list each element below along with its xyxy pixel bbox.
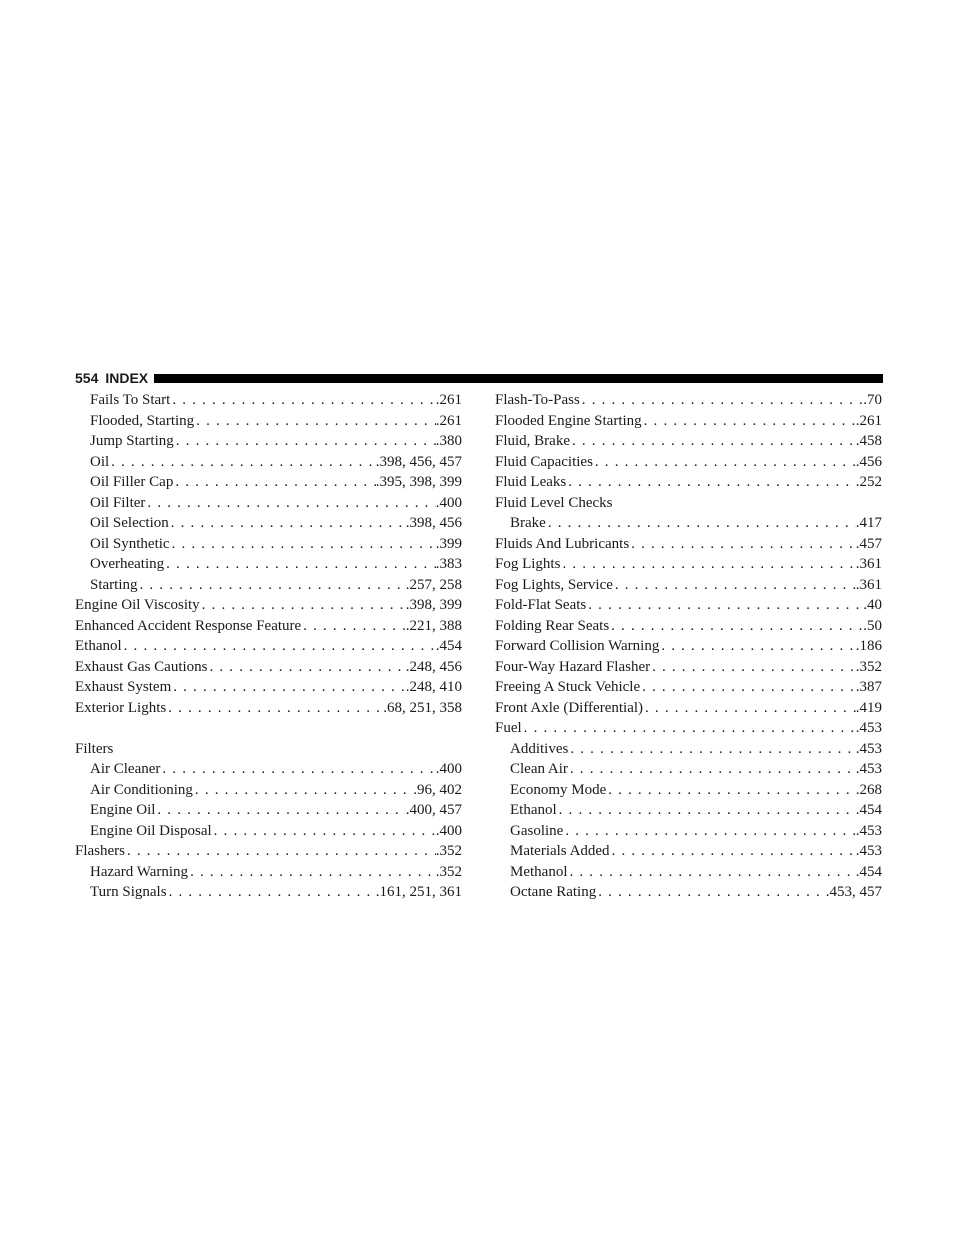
dot-leader bbox=[170, 390, 435, 411]
index-term: Fog Lights bbox=[495, 556, 561, 572]
dot-leader bbox=[125, 841, 436, 862]
index-term: Oil Synthetic bbox=[90, 535, 170, 552]
index-pages: .352 bbox=[435, 863, 462, 880]
dot-leader bbox=[560, 554, 855, 575]
index-entry bbox=[75, 800, 462, 821]
index-term: Enhanced Accident Response Feature bbox=[75, 617, 302, 634]
dot-leader bbox=[613, 575, 856, 596]
index-pages: .419 bbox=[855, 699, 882, 716]
index-pages: .248, 456 bbox=[405, 658, 462, 675]
dot-leader bbox=[642, 411, 856, 432]
index-term: Fluids And Lubricants bbox=[495, 535, 630, 552]
dot-leader bbox=[169, 513, 406, 534]
index-term: Fluid Capacities bbox=[495, 453, 593, 470]
index-pages: .248, 410 bbox=[405, 679, 462, 695]
index-entry bbox=[495, 821, 882, 842]
dot-leader bbox=[643, 698, 856, 719]
index-term: Front Axle (Differential) bbox=[495, 699, 644, 716]
index-term: Starting bbox=[90, 576, 138, 593]
index-entry bbox=[495, 390, 882, 411]
dot-leader bbox=[166, 698, 383, 719]
index-term: Flashers bbox=[75, 843, 125, 859]
index-term: Economy Mode bbox=[510, 781, 607, 798]
index-entry bbox=[75, 411, 462, 432]
dot-leader bbox=[568, 862, 856, 883]
index-pages: .454 bbox=[855, 802, 882, 818]
index-pages: .70 bbox=[863, 392, 882, 408]
index-term: Air Cleaner bbox=[90, 761, 161, 777]
index-entry bbox=[495, 595, 882, 616]
dot-leader bbox=[522, 718, 856, 739]
index-pages: .383 bbox=[435, 556, 462, 572]
index-pages: .456 bbox=[855, 453, 882, 470]
dot-leader bbox=[200, 595, 406, 616]
dot-leader bbox=[610, 841, 856, 862]
index-term: Air Conditioning bbox=[90, 781, 193, 798]
dot-leader bbox=[122, 636, 436, 657]
index-pages: .457 bbox=[855, 535, 882, 552]
index-pages: .399 bbox=[435, 535, 462, 552]
index-term: Materials Added bbox=[510, 843, 610, 859]
index-entry bbox=[75, 554, 462, 575]
index-entry bbox=[495, 431, 882, 452]
index-pages: .458 bbox=[855, 433, 882, 449]
index-pages: .395, 398, 399 bbox=[375, 474, 462, 490]
index-pages: .453 bbox=[855, 740, 882, 757]
index-term: Folding Rear Seats bbox=[495, 617, 610, 634]
index-pages: .453 bbox=[855, 720, 882, 736]
index-entry bbox=[75, 677, 462, 698]
dot-leader bbox=[170, 534, 436, 555]
index-term: Engine Oil Disposal bbox=[90, 822, 212, 839]
index-entry bbox=[75, 493, 462, 514]
index-pages: .352 bbox=[435, 843, 462, 859]
index-entry bbox=[75, 698, 462, 719]
index-pages: .400 bbox=[435, 822, 462, 839]
index-term: Fails To Start bbox=[90, 392, 171, 408]
index-term: Flooded, Starting bbox=[90, 412, 195, 429]
dot-leader bbox=[164, 554, 436, 575]
index-entry bbox=[495, 472, 882, 493]
dot-leader bbox=[609, 616, 863, 637]
index-pages: .268 bbox=[855, 781, 882, 798]
index-term: Flooded Engine Starting bbox=[495, 412, 642, 429]
index-term: Hazard Warning bbox=[90, 863, 189, 880]
index-entry bbox=[495, 841, 882, 862]
index-pages: .50 bbox=[863, 617, 882, 634]
dot-leader bbox=[580, 390, 863, 411]
index-entry bbox=[75, 759, 462, 780]
index-term: Fluid, Brake bbox=[495, 433, 570, 449]
index-pages: .261 bbox=[855, 412, 882, 429]
index-entry bbox=[495, 759, 882, 780]
index-term: Gasoline bbox=[510, 822, 564, 839]
index-entry bbox=[75, 882, 462, 903]
index-entry bbox=[75, 452, 462, 473]
index-term: Flash-To-Pass bbox=[495, 392, 580, 408]
index-term: Clean Air bbox=[510, 761, 568, 777]
index-entry bbox=[495, 718, 882, 739]
page-header bbox=[75, 370, 883, 386]
dot-leader bbox=[640, 677, 856, 698]
index-entry bbox=[75, 616, 462, 637]
index-entry bbox=[495, 780, 882, 801]
dot-leader bbox=[174, 431, 436, 452]
dot-leader bbox=[566, 472, 856, 493]
index-pages: .352 bbox=[855, 658, 882, 675]
index-entry bbox=[495, 800, 882, 821]
header-rule bbox=[154, 374, 883, 383]
dot-leader bbox=[160, 759, 435, 780]
index-entry bbox=[495, 636, 882, 657]
dot-leader bbox=[145, 493, 435, 514]
dot-leader bbox=[155, 800, 405, 821]
dot-leader bbox=[167, 882, 376, 903]
index-entry bbox=[75, 513, 462, 534]
index-entry bbox=[495, 575, 882, 596]
index-entry bbox=[495, 882, 882, 903]
index-term: Exhaust System bbox=[75, 679, 172, 695]
index-pages: .417 bbox=[855, 515, 882, 531]
index-term: Forward Collision Warning bbox=[495, 638, 660, 654]
index-pages: .400 bbox=[435, 494, 462, 511]
index-term: Turn Signals bbox=[90, 884, 167, 900]
index-pages: .261 bbox=[435, 412, 462, 429]
dot-leader bbox=[629, 534, 856, 555]
dot-leader bbox=[173, 472, 375, 493]
dot-leader bbox=[208, 657, 406, 678]
index-pages: .453 bbox=[855, 843, 882, 859]
index-heading: Fluid Level Checks bbox=[495, 494, 613, 511]
index-pages: .387 bbox=[855, 679, 882, 695]
index-pages: .400 bbox=[435, 761, 462, 777]
dot-leader bbox=[568, 739, 855, 760]
index-pages: .453 bbox=[855, 822, 882, 839]
index-entry bbox=[75, 862, 462, 883]
index-pages: .261 bbox=[435, 392, 462, 408]
index-entry bbox=[495, 616, 882, 637]
index-term: Engine Oil bbox=[90, 802, 156, 818]
dot-leader bbox=[212, 821, 436, 842]
index-entry bbox=[495, 698, 882, 719]
dot-leader bbox=[301, 616, 406, 637]
dot-leader bbox=[194, 411, 436, 432]
index-term: Octane Rating bbox=[510, 884, 597, 900]
index-term: Ethanol bbox=[75, 638, 122, 654]
index-term: Overheating bbox=[90, 556, 165, 572]
index-pages: .454 bbox=[435, 638, 462, 654]
index-term: Methanol bbox=[510, 863, 568, 880]
dot-leader bbox=[193, 780, 413, 801]
index-pages: .398, 399 bbox=[405, 597, 462, 613]
index-entry bbox=[495, 411, 882, 432]
index-entry bbox=[75, 636, 462, 657]
index-term: Engine Oil Viscosity bbox=[75, 597, 200, 613]
index-entry bbox=[495, 534, 882, 555]
index-term: Fold-Flat Seats bbox=[495, 597, 587, 613]
dot-leader bbox=[568, 759, 856, 780]
index-pages: .257, 258 bbox=[405, 576, 462, 593]
index-pages: .221, 388 bbox=[405, 617, 462, 634]
index-entry bbox=[495, 554, 882, 575]
index-pages: .400, 457 bbox=[405, 802, 462, 818]
index-term: Freeing A Stuck Vehicle bbox=[495, 679, 641, 695]
index-term: Fog Lights, Service bbox=[495, 576, 613, 593]
index-term: Oil Filter bbox=[90, 494, 146, 511]
index-term: Oil bbox=[90, 453, 110, 470]
index-pages: .96, 402 bbox=[413, 781, 462, 798]
index-term: Exterior Lights bbox=[75, 699, 167, 716]
index-pages: .453 bbox=[855, 761, 882, 777]
dot-leader bbox=[557, 800, 856, 821]
index-column-right bbox=[495, 390, 882, 903]
page-number: 554 bbox=[75, 370, 99, 386]
index-entry bbox=[495, 862, 882, 883]
index-heading: Filters bbox=[75, 740, 114, 757]
dot-leader bbox=[593, 452, 856, 473]
index-entry bbox=[495, 513, 882, 534]
index-pages: .398, 456, 457 bbox=[375, 453, 462, 470]
index-entry bbox=[75, 595, 462, 616]
group-spacer bbox=[75, 718, 462, 739]
index-pages: .68, 251, 358 bbox=[383, 699, 462, 716]
index-pages: .186 bbox=[855, 638, 882, 654]
dot-leader bbox=[171, 677, 406, 698]
index-term: Oil Filler Cap bbox=[90, 474, 174, 490]
index-entry bbox=[75, 390, 462, 411]
index-pages: .398, 456 bbox=[405, 515, 462, 531]
dot-leader bbox=[188, 862, 436, 883]
index-pages: .252 bbox=[855, 474, 882, 490]
dot-leader bbox=[596, 882, 826, 903]
section-title: INDEX bbox=[105, 370, 149, 386]
index-entry bbox=[75, 821, 462, 842]
dot-leader bbox=[659, 636, 855, 657]
dot-leader bbox=[606, 780, 856, 801]
index-pages: .161, 251, 361 bbox=[375, 884, 462, 900]
index-entry bbox=[75, 657, 462, 678]
dot-leader bbox=[650, 657, 856, 678]
index-term: Fuel bbox=[495, 720, 522, 736]
index-term: Exhaust Gas Cautions bbox=[75, 658, 208, 675]
index-pages: .361 bbox=[855, 576, 882, 593]
index-pages: .380 bbox=[435, 433, 462, 449]
index-entry bbox=[495, 677, 882, 698]
index-column-left bbox=[75, 390, 462, 903]
index-term: Fluid Leaks bbox=[495, 474, 567, 490]
index-term: Oil Selection bbox=[90, 515, 169, 531]
index-entry bbox=[75, 534, 462, 555]
index-term: Jump Starting bbox=[90, 433, 174, 449]
dot-leader bbox=[109, 452, 376, 473]
index-pages: .454 bbox=[855, 863, 882, 880]
index-entry bbox=[75, 841, 462, 862]
index-entry bbox=[495, 739, 882, 760]
index-entry bbox=[75, 780, 462, 801]
index-term: Additives bbox=[510, 740, 569, 757]
index-pages: .361 bbox=[855, 556, 882, 572]
index-entry bbox=[75, 431, 462, 452]
index-term: Brake bbox=[510, 515, 546, 531]
dot-leader bbox=[546, 513, 856, 534]
index-term: Four-Way Hazard Flasher bbox=[495, 658, 651, 675]
index-entry bbox=[495, 452, 882, 473]
index-pages: .40 bbox=[863, 597, 882, 613]
index-pages: .453, 457 bbox=[825, 884, 882, 900]
index-term: Ethanol bbox=[510, 802, 557, 818]
dot-leader bbox=[138, 575, 406, 596]
dot-leader bbox=[563, 821, 855, 842]
index-entry bbox=[75, 575, 462, 596]
index-entry bbox=[75, 472, 462, 493]
dot-leader bbox=[586, 595, 863, 616]
index-entry bbox=[495, 657, 882, 678]
dot-leader bbox=[570, 431, 856, 452]
